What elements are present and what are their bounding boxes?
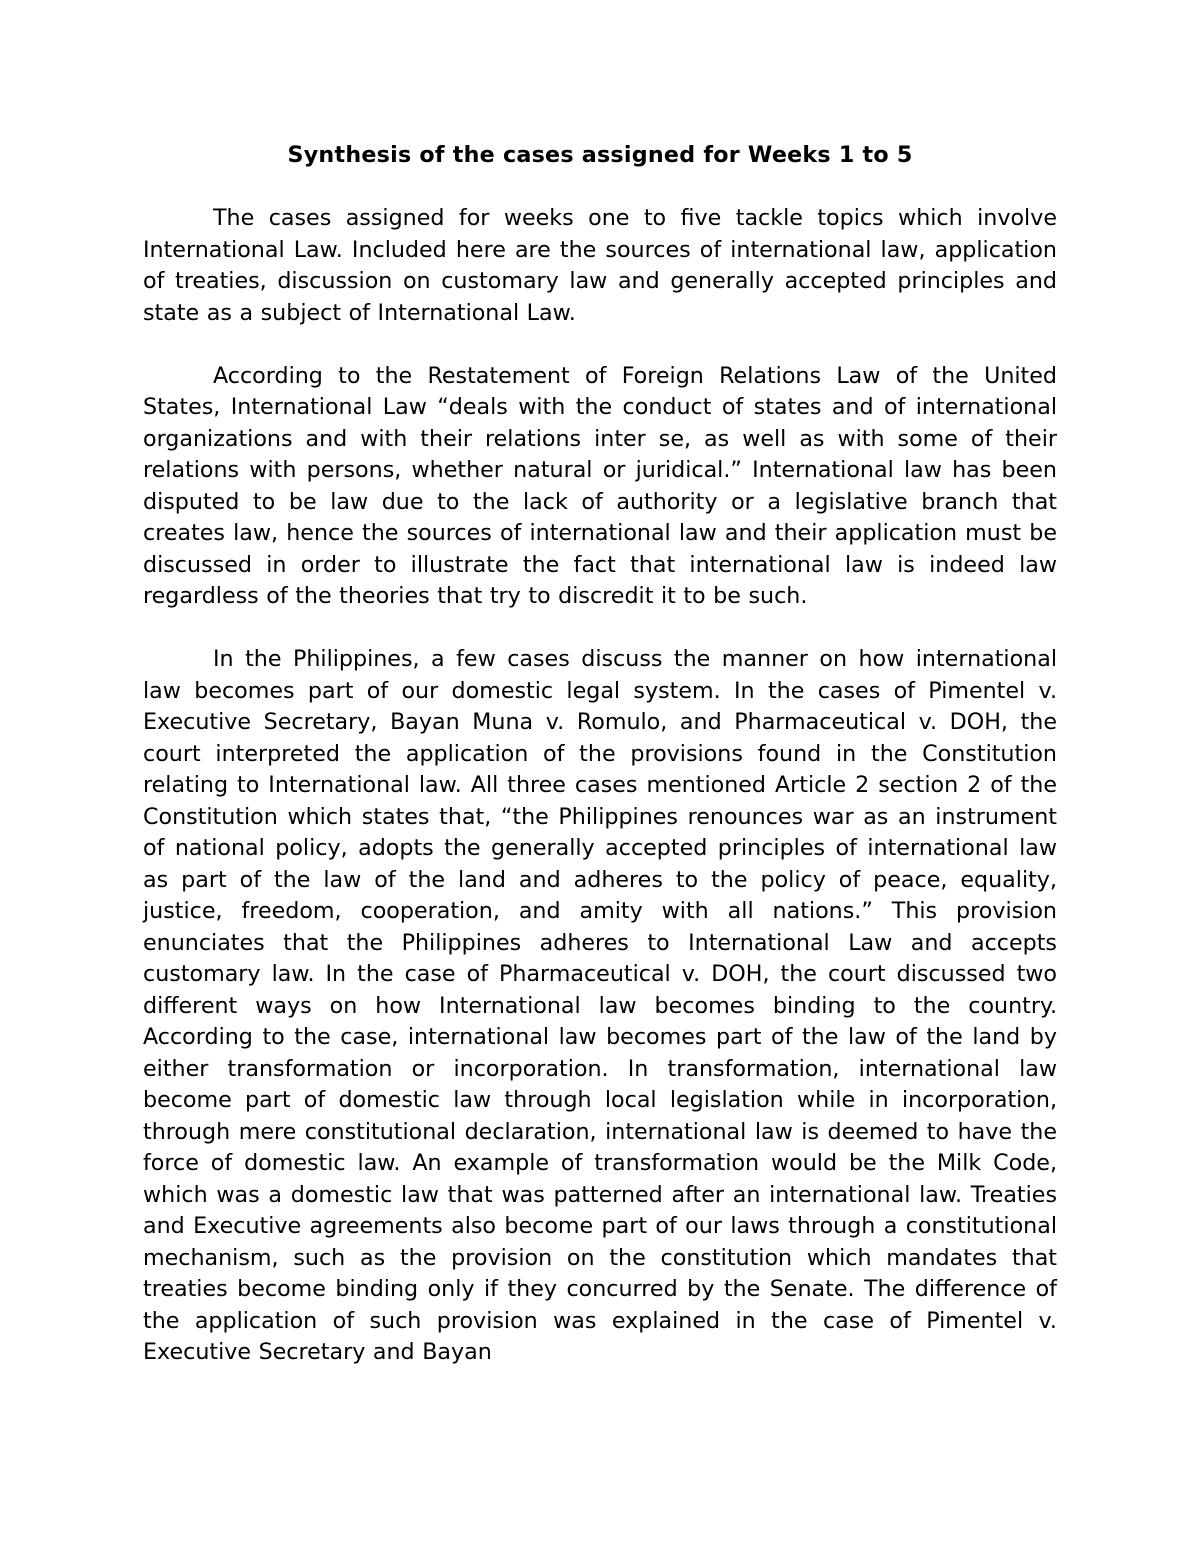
spacer <box>143 172 1057 204</box>
document-body <box>143 140 1057 1369</box>
paragraph-philippines: In the Philippines, a few cases discuss the manner on how international law becomes part of our domestic legal system. In the cases of Pimentel v. Executive Secretary, Bayan Muna v. Romulo, and Pharmaceutical v. DOH, the court interpreted the application of the provisions found in the Constitution relating to International law. All three cases mentioned Article 2 section 2 of the Constitution which states that, “the Philippines renounces war as an instrument of national policy, adopts the generally accepted principles of international law as part of the law of the land and adheres to the policy of peace, equality, justice, freedom, cooperation, and amity with all nations.” This provision enunciates that the Philippines adheres to International Law and accepts customary law. In the case of Pharmaceutical v. DOH, the court discussed two different ways on how International law becomes binding to the country. According to the case, international law becomes part of the law of the land by either transformation or incorporation. In transformation, international law become part of domestic law through local legislation while in incorporation, through mere constitutional declaration, international law is deemed to have the force of domestic law. An example of transformation would be the Milk Code, which was a domestic law that was patterned after an international law. Treaties and Executive agreements also become part of our laws through a constitutional mechanism, such as the provision on the constitution which mandates that treaties become binding only if they concurred by the Senate. The difference of the application of such provision was explained in the case of Pimentel v. Executive Secretary and Bayan <box>143 646 1057 1365</box>
paragraph-intro: The cases assigned for weeks one to five tackle topics which involve International Law. Included here are the sources of international law, application of treaties, discussion on customary law and generally accepted principles and state as a subject of International Law. <box>143 205 1057 326</box>
document-title: Synthesis of the cases assigned for Weeks 1 to 5 <box>287 142 913 168</box>
paragraph-definition: According to the Restatement of Foreign Relations Law of the United States, International Law “deals with the conduct of states and of international organizations and with their relations inter se, as well as with some of their relations with persons, whether natural or juridical.” International law has been disputed to be law due to the lack of authority or a legislative branch that creates law, hence the sources of international law and their application must be discussed in order to illustrate the fact that international law is indeed law regardless of the theories that try to discredit it to be such. <box>143 362 1057 609</box>
spacer <box>143 613 1057 645</box>
spacer <box>143 329 1057 361</box>
